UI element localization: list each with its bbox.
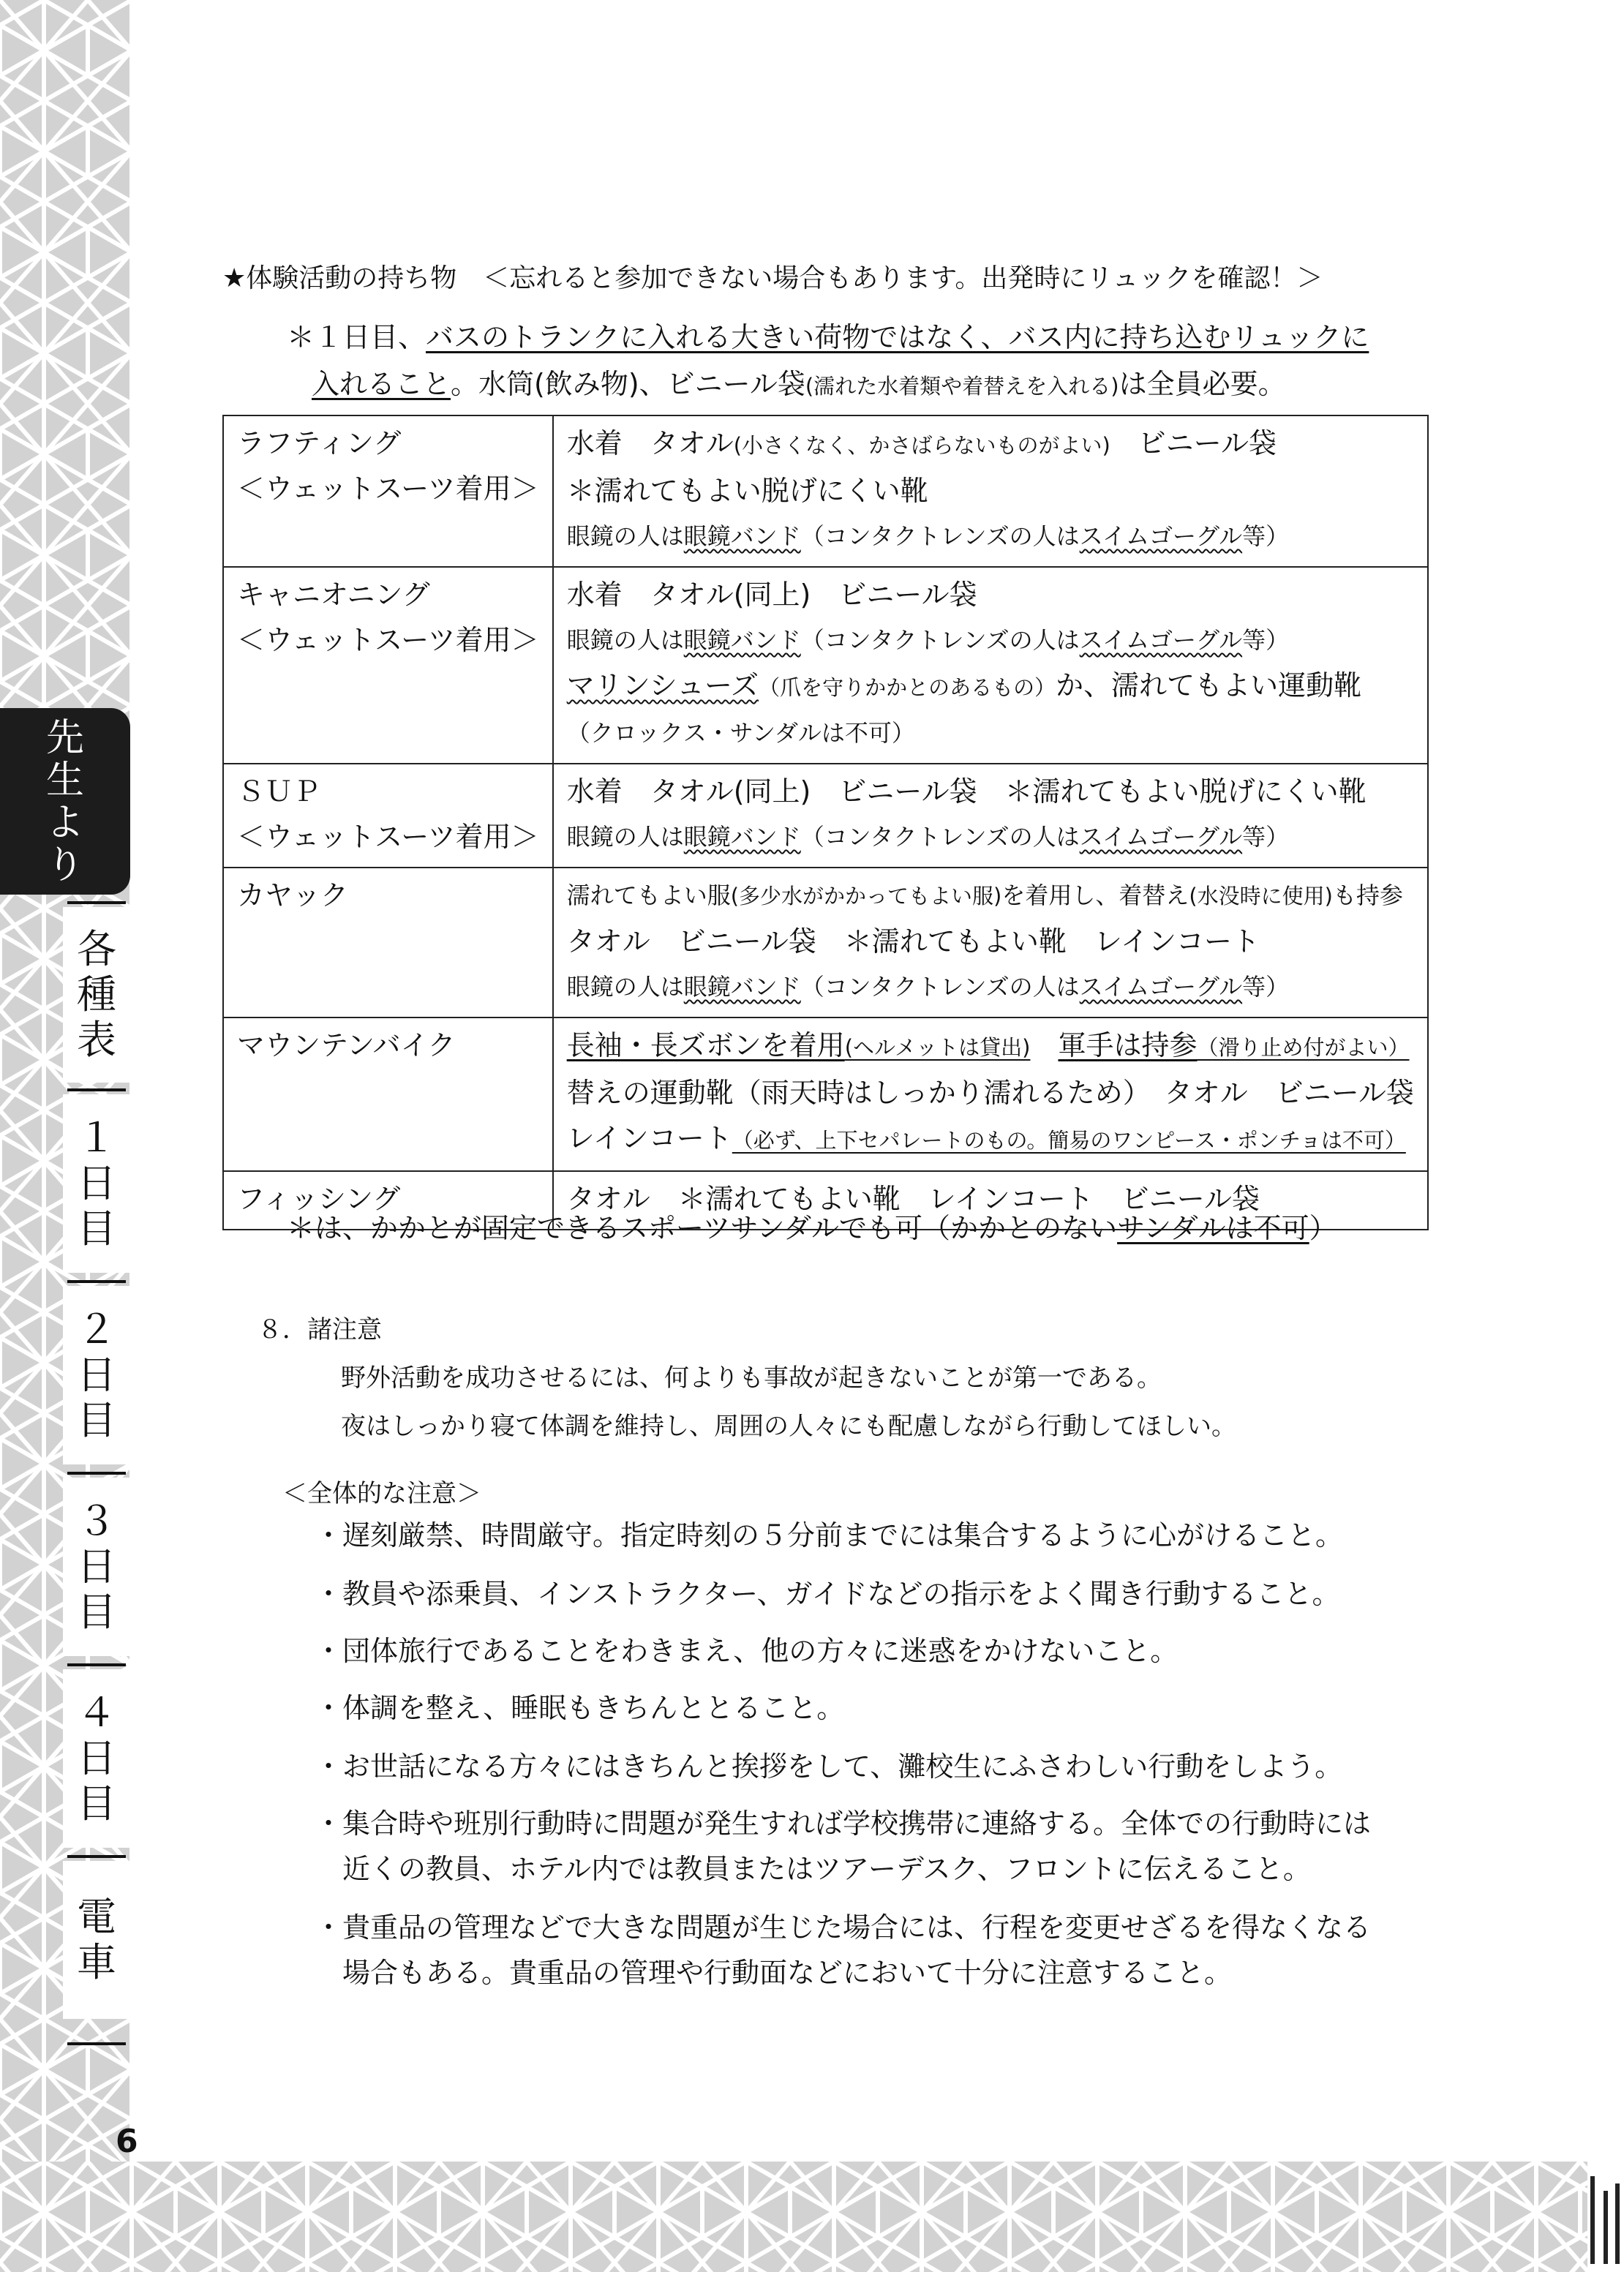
tab-day-1[interactable]: １ 日 目 xyxy=(63,1094,130,1273)
table-row xyxy=(223,567,1428,764)
list-item: ・お世話になる方々にはきちんと挨拶をして、灘校生にふさわしい行動をしよう。 xyxy=(315,1750,1343,1783)
table-row xyxy=(223,415,1428,567)
items-cell: 水着 タオル(小さくなく、かさばらないものがよい) ビニール袋 ＊濡れてもよい脱げにくい靴 眼鏡の人は眼鏡バンド（コンタクトレンズの人はスイムゴーグル等） xyxy=(553,415,1428,567)
tab-various-tables[interactable]: 各 種 表 xyxy=(63,907,130,1083)
activity-cell: ラフティング ＜ウェットスーツ着用＞ xyxy=(223,415,553,567)
tab-divider xyxy=(67,1663,126,1666)
tab-divider xyxy=(67,901,126,904)
items-cell: 水着 タオル(同上) ビニール袋 眼鏡の人は眼鏡バンド（コンタクトレンズの人はスイムゴーグル等） マリンシューズ（爪を守りかかとのあるもの）か、濡れてもよい運動靴 （クロックス・サンダルは不可） xyxy=(553,567,1428,764)
list-item: ・団体旅行であることをわきまえ、他の方々に迷惑をかけないこと。 xyxy=(315,1635,1178,1667)
activity-cell: カヤック xyxy=(223,868,553,1017)
table-row xyxy=(223,868,1428,1017)
tab-day-3[interactable]: ３ 日 目 xyxy=(63,1478,130,1656)
notes-intro-1: 野外活動を成功させるには、何よりも事故が起きないことが第一である。 xyxy=(341,1363,1162,1393)
tab-from-teacher[interactable]: 先 生 よ り xyxy=(0,708,130,895)
items-cell: 長袖・長ズボンを着用(ヘルメットは貸出) 軍手は持参（滑り止め付がよい） 替えの運動靴（雨天時はしっかり濡れるため） タオル ビニール袋 レインコート（必ず、上下セパレートのもの。簡易のワンピース・ポンチョは不可） xyxy=(553,1017,1428,1171)
tab-divider xyxy=(67,1472,126,1475)
activity-cell: キャニオニング ＜ウェットスーツ着用＞ xyxy=(223,567,553,764)
tab-divider xyxy=(67,1280,126,1283)
notes-subheading: ＜全体的な注意＞ xyxy=(282,1479,481,1508)
items-cell: タオル ＊濡れてもよい靴 レインコート ビニール袋 xyxy=(553,1171,1428,1230)
belongings-note-line2: 入れること。水筒(飲み物)、ビニール袋(濡れた水着類や着替えを入れる)は全員必要。 xyxy=(312,368,1286,400)
page-number: 6 xyxy=(116,2123,138,2160)
list-item: ・集合時や班別行動時に問題が発生すれば学校携帯に連絡する。全体での行動時には xyxy=(315,1808,1372,1840)
tab-day-2[interactable]: ２ 日 目 xyxy=(63,1286,130,1464)
tab-day-4[interactable]: ４ 日 目 xyxy=(63,1669,130,1848)
belongings-heading: ★体験活動の持ち物 ＜忘れると参加できない場合もあります。出発時にリュックを確認！＞ xyxy=(222,263,1323,293)
list-item: ・教員や添乗員、インストラクター、ガイドなどの指示をよく聞き行動すること。 xyxy=(315,1578,1340,1610)
list-item: ・遅刻厳禁、時間厳守。指定時刻の５分前までには集合するように心がけること。 xyxy=(315,1519,1344,1551)
table-row xyxy=(223,1017,1428,1171)
list-item: 場合もある。貴重品の管理や行動面などにおいて十分に注意すること。 xyxy=(315,1957,1233,1989)
activity-cell: フィッシング xyxy=(223,1171,553,1230)
items-cell: 水着 タオル(同上) ビニール袋 ＊濡れてもよい脱げにくい靴 眼鏡の人は眼鏡バンド（コンタクトレンズの人はスイムゴーグル等） xyxy=(553,764,1428,868)
table-row xyxy=(223,764,1428,868)
activity-cell: ＳＵＰ ＜ウェットスーツ着用＞ xyxy=(223,764,553,868)
tab-divider xyxy=(67,2042,126,2045)
notes-intro-2: 夜はしっかり寝て体調を維持し、周囲の人々にも配慮しながら行動してほしい。 xyxy=(341,1412,1236,1441)
tab-train[interactable]: 電 車 xyxy=(63,1861,130,2019)
activity-cell: マウンテンバイク xyxy=(223,1017,553,1171)
tab-divider xyxy=(67,1855,126,1858)
decorative-pattern-bottom xyxy=(0,2162,1587,2272)
tab-divider xyxy=(67,1088,126,1091)
items-cell: 濡れてもよい服(多少水がかかってもよい服)を着用し、着替え(水没時に使用)も持参 タオル ビニール袋 ＊濡れてもよい靴 レインコート 眼鏡の人は眼鏡バンド（コンタクトレンズの人はスイムゴーグル等） xyxy=(553,868,1428,1017)
list-item: 近くの教員、ホテル内では教員またはツアーデスク、フロントに伝えること。 xyxy=(315,1853,1311,1885)
table-footnote: ＊は、かかとが固定できるスポーツサンダルでも可（かかとのないサンダルは不可） xyxy=(287,1212,1337,1244)
belongings-table xyxy=(222,415,1429,1230)
right-edge-marks xyxy=(1587,2162,1624,2272)
list-item: ・体調を整え、睡眠もきちんととること。 xyxy=(315,1692,845,1724)
notes-heading: ８．諸注意 xyxy=(257,1315,382,1344)
list-item: ・貴重品の管理などで大きな問題が生じた場合には、行程を変更せざるを得なくなる xyxy=(315,1911,1372,1944)
belongings-note-line1: ＊１日目、バスのトランクに入れる大きい荷物ではなく、バス内に持ち込むリュックに xyxy=(287,321,1369,353)
